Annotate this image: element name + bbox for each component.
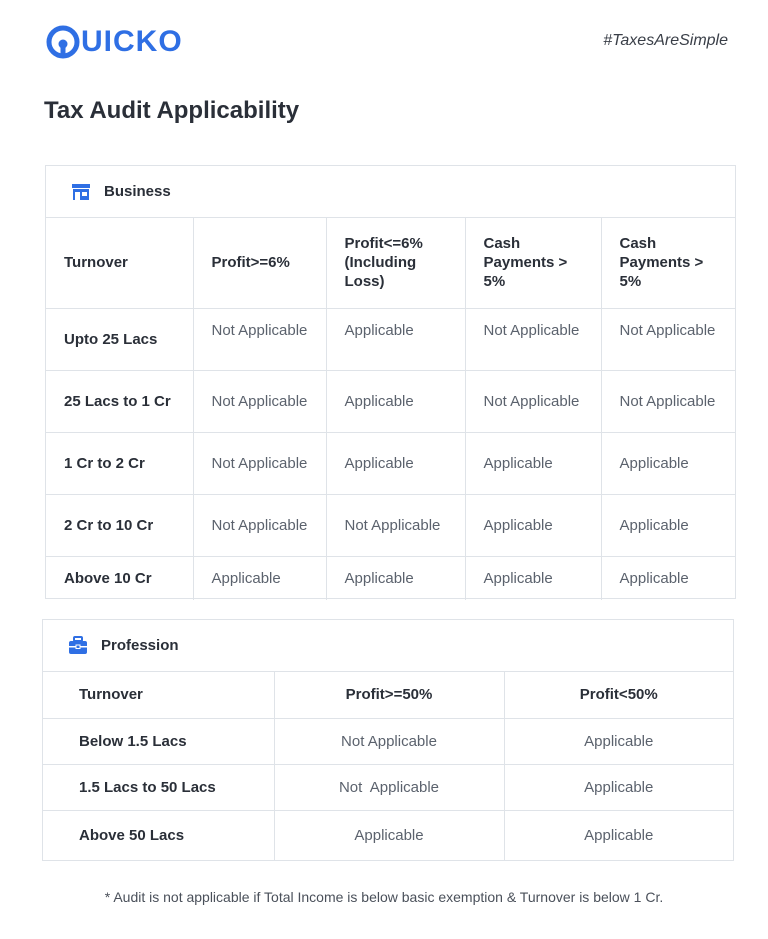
table-cell: Applicable xyxy=(465,556,601,600)
table-cell: Applicable xyxy=(584,827,654,845)
business-header xyxy=(46,166,735,218)
table-cell: Not Applicable xyxy=(601,308,735,370)
page-title: Tax Audit Applicability xyxy=(44,97,300,124)
business-header-row xyxy=(46,218,735,308)
table-row xyxy=(43,764,733,810)
quicko-logo xyxy=(46,24,183,60)
row-label: Below 1.5 Lacs xyxy=(43,718,274,764)
row-label: 1 Cr to 2 Cr xyxy=(46,432,193,494)
col-cash-payments-a: Cash Payments > 5% xyxy=(465,218,601,308)
table-cell: Applicable xyxy=(601,432,735,494)
row-label: 2 Cr to 10 Cr xyxy=(46,494,193,556)
logo-wordmark: UICKO xyxy=(81,25,183,58)
business-table xyxy=(46,218,735,600)
table-cell: Not Applicable xyxy=(193,308,326,370)
table-cell: Applicable xyxy=(326,370,465,432)
quicko-q-logo-icon xyxy=(46,25,80,59)
business-title: Business xyxy=(104,183,171,200)
profession-title: Profession xyxy=(101,637,179,654)
table-row xyxy=(46,308,735,370)
table-cell: Not Applicable xyxy=(274,764,504,810)
table-cell: Applicable xyxy=(326,308,465,370)
table-row xyxy=(46,494,735,556)
table-cell: Not Applicable xyxy=(465,308,601,370)
table-cell: Applicable xyxy=(504,764,733,810)
table-cell: Applicable xyxy=(326,432,465,494)
col-profit-lt-50: Profit<50% xyxy=(504,672,733,718)
table-cell: Applicable xyxy=(326,556,465,600)
table-cell: Not Applicable xyxy=(193,432,326,494)
briefcase-icon xyxy=(67,635,89,657)
table-cell: Applicable xyxy=(601,494,735,556)
profession-table-card xyxy=(42,619,734,861)
table-cell: Not Applicable xyxy=(193,494,326,556)
table-cell: Not Applicable xyxy=(193,370,326,432)
row-label: 1.5 Lacs to 50 Lacs xyxy=(43,764,274,810)
table-row xyxy=(43,810,733,861)
col-turnover: Turnover xyxy=(43,672,274,718)
profession-header xyxy=(43,620,733,672)
row-label: 25 Lacs to 1 Cr xyxy=(46,370,193,432)
table-cell: Applicable xyxy=(465,494,601,556)
table-cell: Not Applicable xyxy=(601,370,735,432)
storefront-icon xyxy=(70,181,92,203)
table-row xyxy=(43,718,733,764)
profession-table xyxy=(43,672,733,861)
tagline: #TaxesAreSimple xyxy=(603,32,728,49)
table-cell: Not Applicable xyxy=(465,370,601,432)
table-cell: Not Applicable xyxy=(326,494,465,556)
table-cell: Applicable xyxy=(193,556,326,600)
col-profit-ge-6: Profit>=6% xyxy=(193,218,326,308)
table-cell: Not Applicable xyxy=(274,718,504,764)
col-cash-payments-b: Cash Payments > 5% xyxy=(601,218,735,308)
table-row xyxy=(46,370,735,432)
profession-header-row xyxy=(43,672,733,718)
col-profit-le-6: Profit<=6% (Including Loss) xyxy=(326,218,465,308)
table-cell: Applicable xyxy=(465,432,601,494)
row-label: Above 10 Cr xyxy=(46,556,193,600)
row-label: Above 50 Lacs xyxy=(43,810,274,861)
table-cell: Applicable xyxy=(274,810,504,861)
business-table-card xyxy=(45,165,736,599)
col-turnover: Turnover xyxy=(46,218,193,308)
table-row xyxy=(46,432,735,494)
row-label: Upto 25 Lacs xyxy=(46,308,193,370)
table-cell: Applicable xyxy=(504,718,733,764)
col-profit-ge-50: Profit>=50% xyxy=(274,672,504,718)
table-cell: Applicable xyxy=(619,569,689,587)
footnote: * Audit is not applicable if Total Income is below basic exemption & Turnover is below 1 Cr. xyxy=(104,889,664,905)
table-row xyxy=(46,556,735,600)
